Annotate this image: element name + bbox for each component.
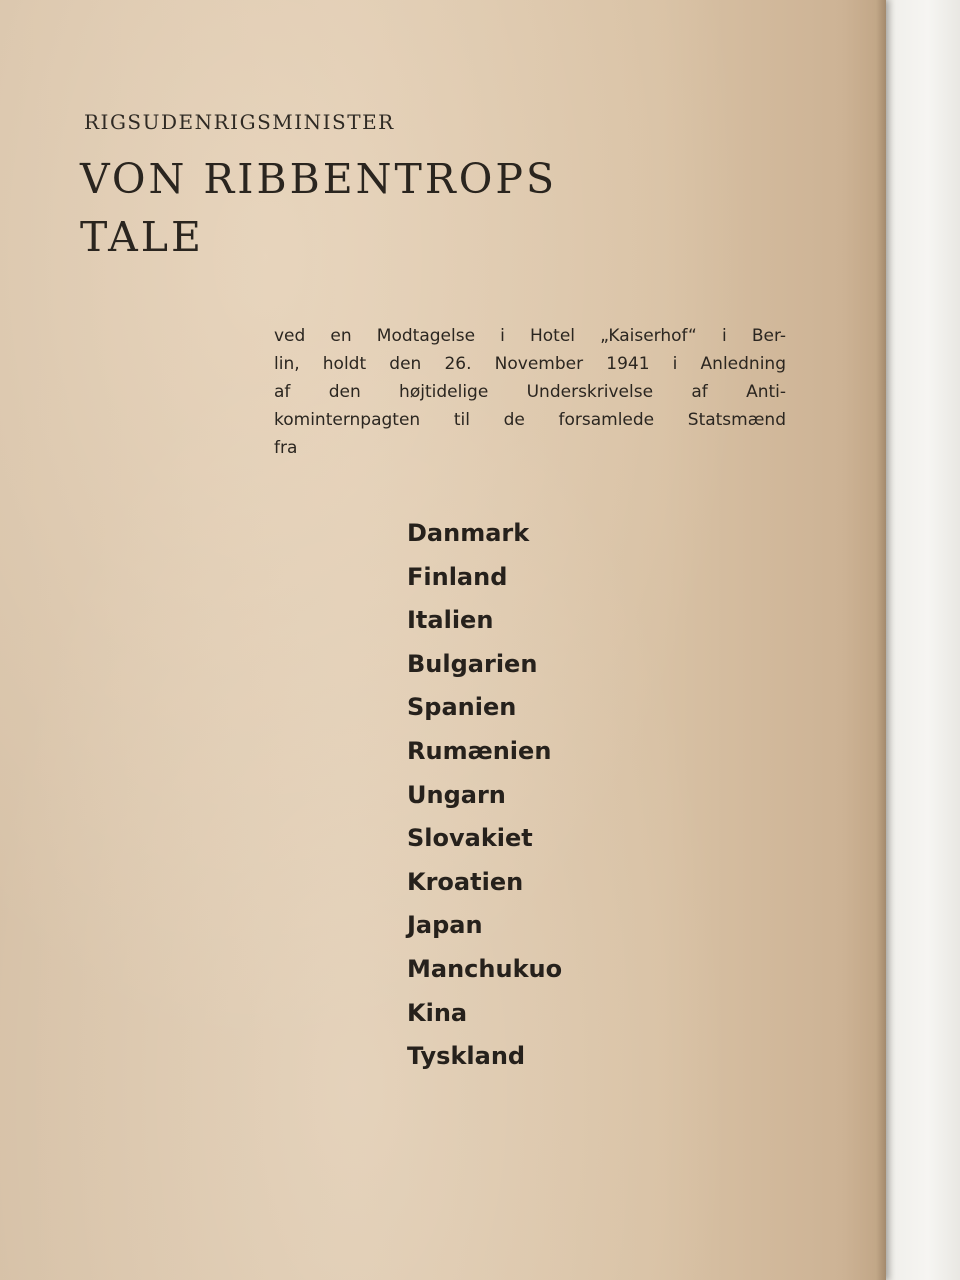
document-kicker: RIGSUDENRIGSMINISTER	[84, 110, 395, 134]
intro-line: fra	[274, 438, 298, 458]
country-item: Japan	[407, 911, 483, 940]
country-item: Kroatien	[407, 867, 524, 896]
country-item: Danmark	[407, 519, 530, 547]
country-item: Finland	[407, 562, 508, 591]
intro-line: lin, holdt den 26. November 1941 i Anledning	[274, 354, 786, 374]
country-item: Bulgarien	[407, 649, 538, 678]
country-item: Spanien	[407, 693, 517, 722]
country-item: Kina	[407, 998, 468, 1027]
intro-line: af den højtidelige Underskrivelse af Anti-	[274, 382, 786, 402]
title-line: TALE	[80, 213, 204, 261]
country-list	[407, 512, 562, 1079]
country-item: Italien	[407, 606, 494, 635]
country-item: Rumænien	[407, 736, 552, 765]
country-item: Ungarn	[407, 780, 506, 809]
title-line: VON RIBBENTROPS	[80, 155, 558, 203]
intro-paragraph	[274, 322, 786, 462]
country-item: Manchukuo	[407, 954, 563, 983]
background-sheet	[880, 0, 960, 1280]
country-item: Slovakiet	[407, 824, 533, 853]
intro-line: ved en Modtagelse i Hotel „Kaiserhof“ i Ber-	[274, 326, 786, 346]
intro-line: kominternpagten til de forsamlede Statsmænd	[274, 410, 786, 430]
country-item: Tyskland	[407, 1042, 526, 1071]
document-title	[80, 150, 557, 266]
